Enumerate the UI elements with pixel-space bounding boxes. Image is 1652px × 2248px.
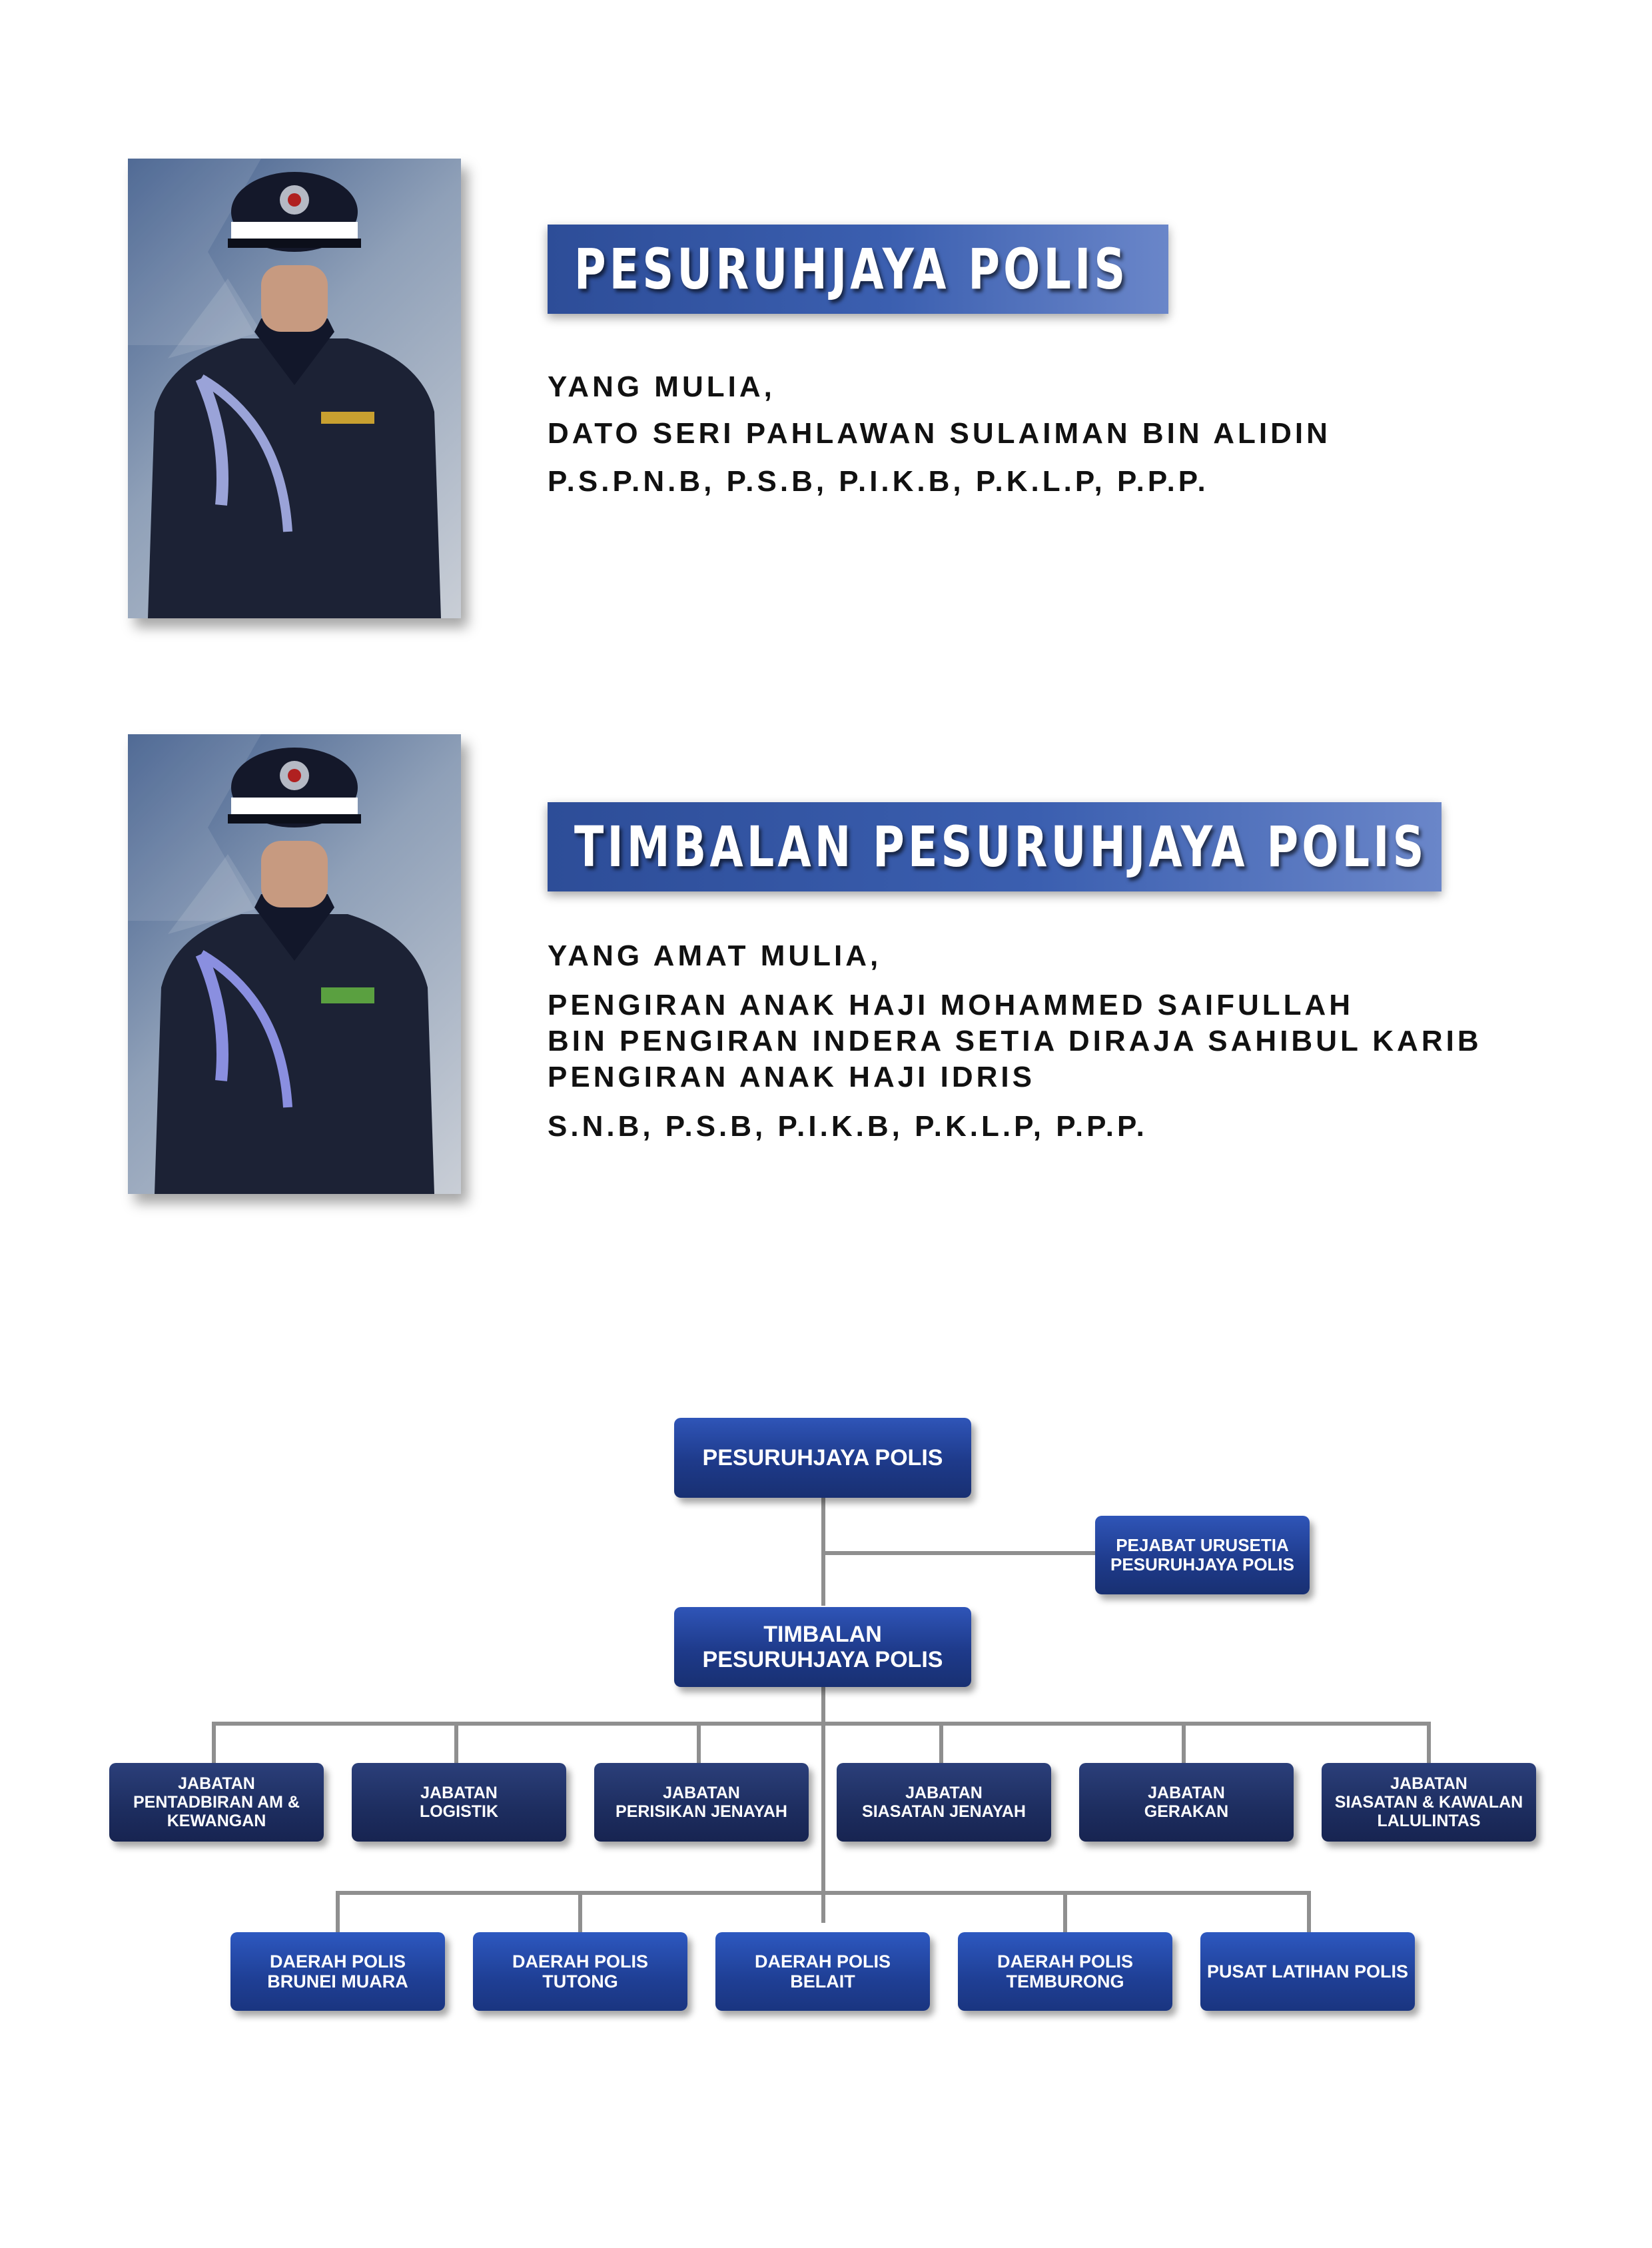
deputy-commissioner-portrait [128, 734, 461, 1194]
connector-department-5 [1182, 1722, 1186, 1763]
connector-district-2 [578, 1891, 582, 1932]
org-box-department-logistics: JABATAN LOGISTIK [352, 1763, 566, 1842]
org-box-department-traffic: JABATAN SIASATAN & KAWALAN LALULINTAS [1322, 1763, 1536, 1842]
org-box-department-criminal-investigation: JABATAN SIASATAN JENAYAH [837, 1763, 1051, 1842]
commissioner-portrait [128, 159, 461, 618]
connector-departments-bus [212, 1722, 1431, 1726]
connector-department-1 [212, 1722, 216, 1763]
connector-department-2 [454, 1722, 458, 1763]
deputy-commissioner-name-line-1: PENGIRAN ANAK HAJI MOHAMMED SAIFULLAH [548, 989, 1354, 1021]
commissioner-portrait-icon [128, 159, 461, 618]
org-box-district-temburong: DAERAH POLIS TEMBURONG [958, 1932, 1172, 2011]
connector-department-6 [1427, 1722, 1431, 1763]
org-box-department-intelligence: JABATAN PERISIKAN JENAYAH [594, 1763, 809, 1842]
connector-district-1 [336, 1891, 340, 1932]
deputy-commissioner-portrait-icon [128, 734, 461, 1194]
org-box-deputy-commissioner: TIMBALAN PESURUHJAYA POLIS [674, 1607, 971, 1687]
org-box-commissioner: PESURUHJAYA POLIS [674, 1418, 971, 1498]
connector-district-5 [1307, 1891, 1311, 1932]
commissioner-name: DATO SERI PAHLAWAN SULAIMAN BIN ALIDIN [548, 417, 1331, 450]
commissioner-title: PESURUHJAYA POLIS [574, 237, 1129, 302]
org-box-police-training-centre: PUSAT LATIHAN POLIS [1200, 1932, 1415, 2011]
deputy-commissioner-title-bar [548, 802, 1442, 891]
connector-to-office [823, 1551, 1095, 1555]
commissioner-honorific: YANG MULIA, [548, 370, 775, 403]
connector-districts-bus [336, 1891, 1311, 1895]
commissioner-title-bar [548, 225, 1168, 314]
commissioner-awards: P.S.P.N.B, P.S.B, P.I.K.B, P.K.L.P, P.P.P. [548, 465, 1209, 498]
deputy-commissioner-title: TIMBALAN PESURUHJAYA POLIS [574, 814, 1428, 879]
org-box-secretariat-office: PEJABAT URUSETIA PESURUHJAYA POLIS [1095, 1516, 1310, 1594]
deputy-commissioner-name-line-2: BIN PENGIRAN INDERA SETIA DIRAJA SAHIBUL KARIB [548, 1025, 1482, 1057]
connector-department-3 [697, 1722, 701, 1763]
org-box-district-belait: DAERAH POLIS BELAIT [715, 1932, 930, 2011]
deputy-commissioner-honorific: YANG AMAT MULIA, [548, 939, 882, 972]
org-box-department-operations: JABATAN GERAKAN [1079, 1763, 1294, 1842]
deputy-commissioner-name-line-3: PENGIRAN ANAK HAJI IDRIS [548, 1061, 1035, 1093]
connector-district-4 [1063, 1891, 1067, 1932]
org-box-department-administration: JABATAN PENTADBIRAN AM & KEWANGAN [109, 1763, 324, 1842]
org-box-district-brunei-muara: DAERAH POLIS BRUNEI MUARA [230, 1932, 445, 2011]
deputy-commissioner-awards: S.N.B, P.S.B, P.I.K.B, P.K.L.P, P.P.P. [548, 1110, 1148, 1143]
org-box-district-tutong: DAERAH POLIS TUTONG [473, 1932, 687, 2011]
connector-department-4 [939, 1722, 943, 1763]
